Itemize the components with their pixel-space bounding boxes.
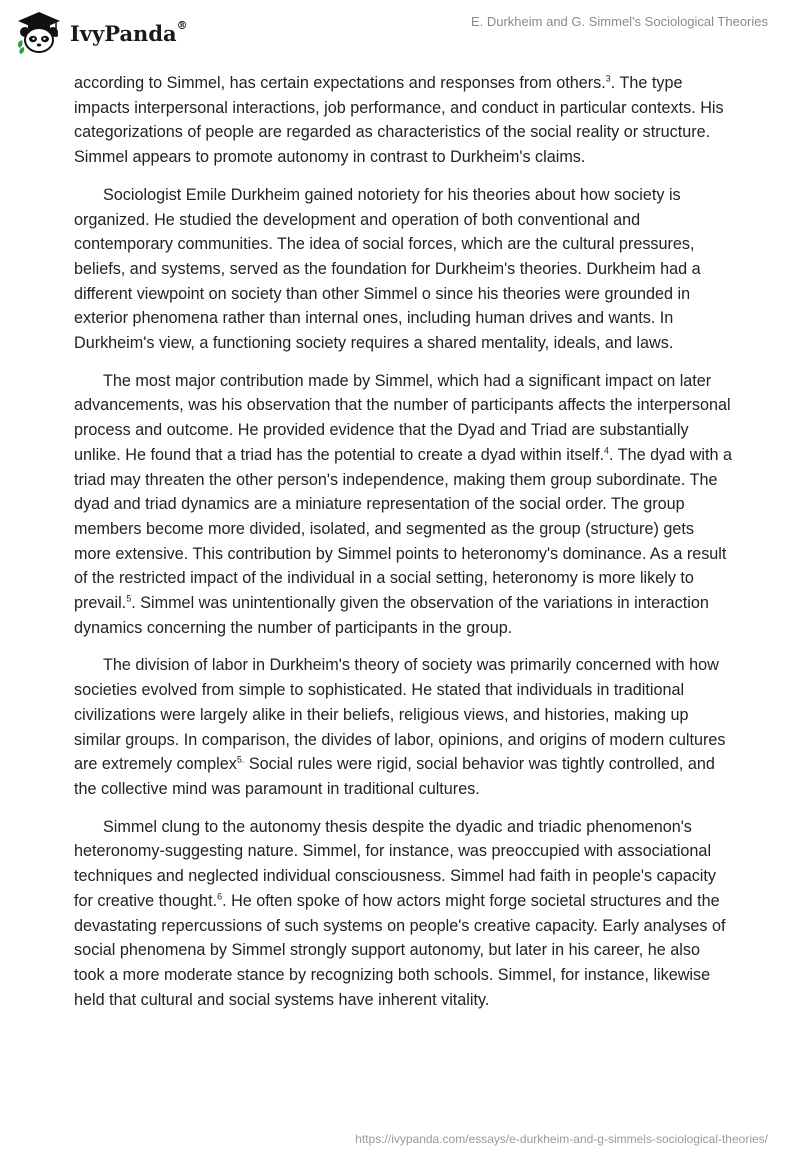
footnote-ref: 5 (126, 593, 132, 604)
panda-graduate-icon (14, 10, 64, 56)
ivypanda-logo[interactable] (14, 8, 188, 58)
source-url[interactable]: https://ivypanda.com/essays/e-durkheim-and-g-simmels-sociological-theories/ (355, 1132, 768, 1146)
footnote-ref: 6 (217, 891, 223, 902)
logo-wordmark: IvyPanda® (70, 18, 188, 46)
essay-body (74, 71, 734, 1025)
registered-mark: ® (176, 18, 188, 32)
footnote-ref: 3 (605, 73, 611, 84)
paragraph-3: The most major contribution made by Simmel, which had a significant impact on later advancements, was his observation that the number of participants affects the interpersonal process and outcome. He provided evidence that the Dyad and Triad are substantially unlike. He found that a triad has the potential to create a dyad within itself.$^4$. The dyad with a triad may threaten the other person's independence, making them group subordinate. The dyad and triad dynamics are a miniature representation of the social order. The group members become more divided, isolated, and segmented as the group (structure) gets more extensive. This contribution by Simmel points to heteronomy's dominance. As a result of the restricted impact of the individual in a social setting, heteronomy is more likely to prevail.$^5$. Simmel was unintentionally given the observation of the variations in interaction dynamics concerning the number of participants in the group. (74, 371, 733, 637)
footnote-ref: 4 (604, 445, 610, 456)
document-title: E. Durkheim and G. Simmel's Sociological Theories (470, 14, 768, 29)
paragraph-5: Simmel clung to the autonomy thesis despite the dyadic and triadic phenomenon's heteronomy-suggesting nature. Simmel, for instance, was preoccupied with associational techniques and neglected individual consciousness. Simmel had faith in people's capacity for creative thought.$^6$. He often spoke of how actors might forge societal structures and the devastating repercussions of such systems on people's creative capacity. Early analyses of social phenomena by Simmel strongly support autonomy, but later in his career, he also took a more moderate stance by recognizing both schools. Simmel, for instance, likewise held that cultural and social systems have inherent vitality. (74, 817, 726, 1009)
paragraph-1: according to Simmel, has certain expectations and responses from others.$^3$. The type impacts interpersonal interactions, job performance, and conduct in particular contexts. His categorizations of people are regarded as characteristics of the social reality or structure. Simmel appears to promote autonomy in contrast to Durkheim's claims. (74, 73, 724, 167)
footnote-ref: 5. (236, 754, 245, 765)
paragraph-2: Sociologist Emile Durkheim gained notoriety for his theories about how society is organized. He studied the development and operation of both conventional and contemporary communities. The idea of social forces, which are the cultural pressures, beliefs, and systems, served as the foundation for Durkheim's theories. Durkheim had a different viewpoint on society than other Simmel o since his theories were grounded in exterior phenomena rather than internal ones, including human drives and wants. In Durkheim's view, a functioning society requires a shared mentality, ideals, and laws. (74, 185, 701, 353)
page-header (0, 0, 800, 70)
paragraph-4: The division of labor in Durkheim's theory of society was primarily concerned with how societies evolved from simple to sophisticated. He stated that individuals in traditional civilizations were largely alike in their beliefs, religious views, and histories, making up similar groups. In comparison, the divides of labor, opinions, and origins of modern cultures are extremely complex$^{5.}$ Social rules were rigid, social behavior was tightly controlled, and the collective mind was paramount in traditional cultures. (74, 656, 726, 798)
